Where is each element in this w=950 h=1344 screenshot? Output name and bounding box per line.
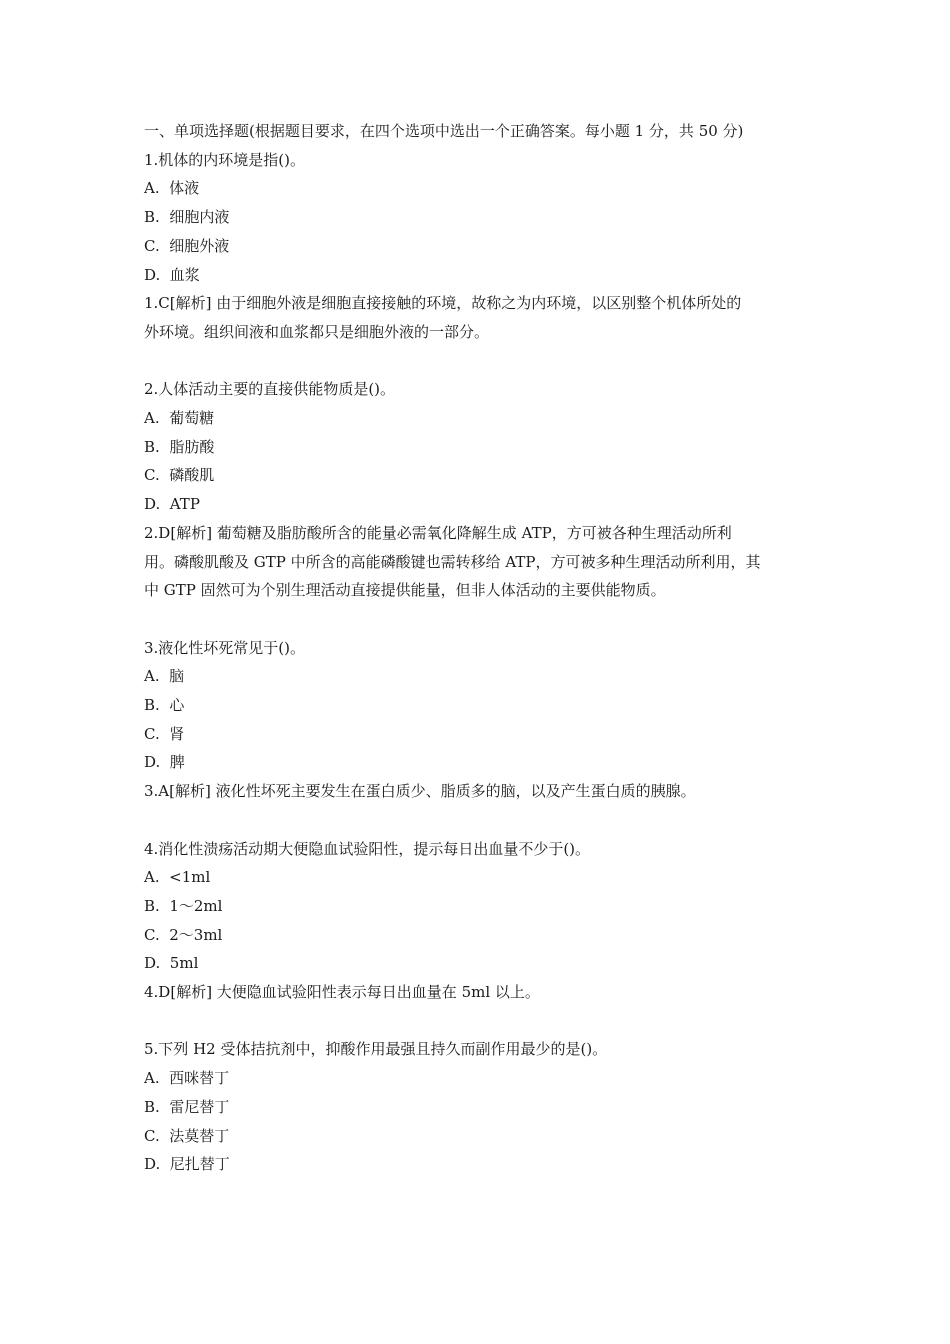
option-c: C. 细胞外液: [144, 236, 230, 255]
option-b: B. 雷尼替丁: [144, 1097, 230, 1116]
option-b: B. 细胞内液: [144, 208, 230, 227]
option-d: D. 尼扎替丁: [144, 1155, 230, 1174]
spacer: [144, 347, 814, 376]
analysis-line: 用。磷酸肌酸及 GTP 中所含的高能磷酸键也需转移给 ATP，方可被多种生理活动所利用，其: [144, 552, 761, 571]
option-b: B. 脂肪酸: [144, 437, 215, 456]
question-stem: 4.消化性溃疡活动期大便隐血试验阳性，提示每日出血量不少于()。: [144, 839, 591, 858]
document-page: [144, 117, 814, 1179]
analysis-line: 1.C[解析] 由于细胞外液是细胞直接接触的环境，故称之为内环境，以区别整个机体所处的: [144, 294, 742, 313]
question-stem: 2.人体活动主要的直接供能物质是()。: [144, 380, 396, 399]
option-d: D. 脾: [144, 753, 185, 772]
spacer: [144, 1007, 814, 1036]
option-d: D. 血浆: [144, 265, 200, 284]
option-b: B. 心: [144, 696, 185, 715]
option-c: C. 法莫替丁: [144, 1126, 230, 1145]
analysis-line: 4.D[解析] 大便隐血试验阳性表示每日出血量在 5ml 以上。: [144, 983, 540, 1002]
analysis-line: 2.D[解析] 葡萄糖及脂肪酸所含的能量必需氧化降解生成 ATP，方可被各种生理活动所利: [144, 523, 732, 542]
analysis-line: 外环境。组织间液和血浆都只是细胞外液的一部分。: [144, 322, 490, 341]
question-stem: 1.机体的内环境是指()。: [144, 150, 306, 169]
question-block: [144, 1035, 814, 1179]
option-a: A. <1ml: [144, 868, 211, 887]
spacer: [144, 605, 814, 634]
question-block: [144, 146, 814, 347]
option-a: A. 体液: [144, 179, 200, 198]
option-d: D. 5ml: [144, 954, 199, 973]
question-block: [144, 634, 814, 806]
option-d: D. ATP: [144, 495, 200, 514]
option-a: A. 脑: [144, 667, 185, 686]
question-stem: 3.液化性坏死常见于()。: [144, 638, 306, 657]
option-c: C. 2～3ml: [144, 925, 223, 944]
option-b: B. 1～2ml: [144, 896, 223, 915]
option-a: A. 葡萄糖: [144, 409, 215, 428]
section-header: 一、单项选择题(根据题目要求，在四个选项中选出一个正确答案。每小题 1 分，共 50 分): [144, 122, 744, 140]
option-a: A. 西咪替丁: [144, 1069, 230, 1088]
option-c: C. 肾: [144, 724, 185, 743]
spacer: [144, 806, 814, 835]
question-stem: 5.下列 H2 受体拮抗剂中，抑酸作用最强且持久而副作用最少的是()。: [144, 1040, 608, 1059]
question-block: [144, 835, 814, 1007]
analysis-line: 3.A[解析] 液化性坏死主要发生在蛋白质少、脂质多的脑，以及产生蛋白质的胰腺。: [144, 782, 696, 801]
analysis-line: 中 GTP 固然可为个别生理活动直接提供能量，但非人体活动的主要供能物质。: [144, 581, 666, 600]
question-block: [144, 375, 814, 605]
option-c: C. 磷酸肌: [144, 466, 215, 485]
